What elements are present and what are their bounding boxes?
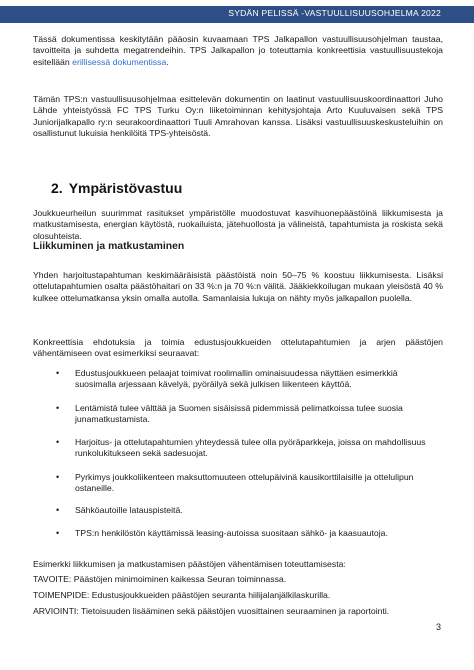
list-item-text: Edustusjoukkueen pelaajat toimivat roolimallin ominaisuudessa näyttäen esimerkkiä suosimalla arjessaan kävelyä, pyöräilyä sekä julkisen liikenteen käyttöä.	[75, 368, 398, 390]
intro-paragraph-1	[33, 34, 443, 68]
bullet-icon: •	[56, 472, 60, 482]
document-header-title: SYDÄN PELISSÄ -VASTUULLISUUSOHJELMA 2022	[228, 8, 441, 18]
section-title: Ympäristövastuu	[68, 180, 183, 196]
example-intro-line: Esimerkki liikkumisen ja matkustamisen päästöjen vähentämisen toteuttamisesta:	[33, 559, 346, 569]
suggestions-intro-paragraph: Konkreettisia ehdotuksia ja toimia edustusjoukkueiden ottelutapahtumien ja arjen päästöjen vähentämiseen ovat esimerkiksi seuraavat:	[33, 337, 443, 359]
section-number: 2.	[51, 180, 63, 196]
document-header-band	[0, 6, 474, 23]
bullet-icon: •	[56, 528, 60, 538]
bullet-icon: •	[56, 368, 60, 378]
list-item	[0, 528, 474, 540]
list-item-text: Lentämistä tulee välttää ja Suomen sisäisissä pidemmissä pelimatkoissa tulee suosia junamatkustamista.	[75, 403, 403, 425]
intro-paragraph-1-text: Tässä dokumentissa keskitytään pääosin kuvaamaan TPS Jalkapallon vastuullisuusohjelman taustaa, tavoitteita ja suhdetta megatrendeihin. TPS Jalkapallon jo toteuttamia konkreettisia vastuullisuustekoja esitellään	[33, 34, 443, 67]
separate-document-link[interactable]: erillisessä dokumentissa	[72, 56, 167, 67]
evaluation-line: ARVIOINTI: Tietoisuuden lisääminen sekä päästöjen vuosittainen seuraaminen ja raportointi.	[33, 606, 390, 616]
list-item-text: Sähköautoille latauspisteitä.	[75, 505, 183, 515]
subsection-title: Liikkuminen ja matkustaminen	[33, 241, 185, 252]
section-heading	[51, 180, 182, 196]
list-item-text: TPS:n henkilöstön käyttämissä leasing-autoissa suositaan sähkö- ja kaasuautoja.	[75, 528, 388, 538]
goal-line: TAVOITE: Päästöjen minimoiminen kaikessa Seuran toiminnassa.	[33, 574, 287, 584]
page-number: 3	[435, 622, 441, 632]
bullet-icon: •	[56, 505, 60, 515]
emissions-paragraph: Yhden harjoitustapahtuman keskimääräisistä päästöistä noin 50–75 % koostuu liikkumisesta. Lisäksi ottelutapahtumien osalta päästöhaitari on 33 %:n ja 70 %:n välitä. Jääkiekkoilugan mukaan yleisöstä 40 % kulkee ottelumatkansa yksin omalla autolla. Samanlaisia lukuja on nähty myös jalkapallon puolella.	[33, 270, 443, 303]
action-line: TOIMENPIDE: Edustusjoukkueiden päästöjen seuranta hiilijalanjälkilaskurilla.	[33, 590, 331, 600]
list-item-text: Pyrkimys joukkoliikenteen maksuttomuuteen ottelupäivinä kausikorttilaisille ja ottelulipun ostaneille.	[75, 472, 414, 494]
bullet-icon: •	[56, 403, 60, 413]
bullet-icon: •	[56, 437, 60, 447]
list-item	[0, 403, 474, 427]
list-item	[0, 505, 474, 517]
list-item	[0, 437, 474, 461]
list-item	[0, 368, 474, 392]
intro-paragraph-2: Tämän TPS:n vastuullisuusohjelmaa esittelevän dokumentin on laatinut vastuullisuuskoordinaattori Juho Lähde yhteistyössä FC TPS Turku Oy:n liiketoiminnan kehitysjohtaja Arto Kuuluvaisen sekä TPS Juniorijalkapallo ry:n seurakoordinaattori Tuuli Amrahovan kanssa. Lisäksi vastuullisuuskeskusteluihin on osallistunut lukuisia henkilöitä TPS-yhteisöstä.	[33, 94, 443, 139]
list-item	[0, 472, 474, 496]
section-lead-paragraph: Joukkueurheilun suurimmat rasitukset ympäristölle muodostuvat kasvihuonepäästöinä liikkumisesta ja matkustamisesta, energian käytöstä, ruokailuista, jätehuollosta ja välineistä, tapahtumista ja roskista sekä olosuhteista.	[33, 208, 443, 241]
intro-paragraph-1-end: .	[166, 56, 169, 67]
list-item-text: Harjoitus- ja ottelutapahtumien yhteydessä tulee olla pyöräparkkeja, joissa on mahdollisuus runkolukitukseen sekä sadesuojat.	[75, 437, 426, 459]
